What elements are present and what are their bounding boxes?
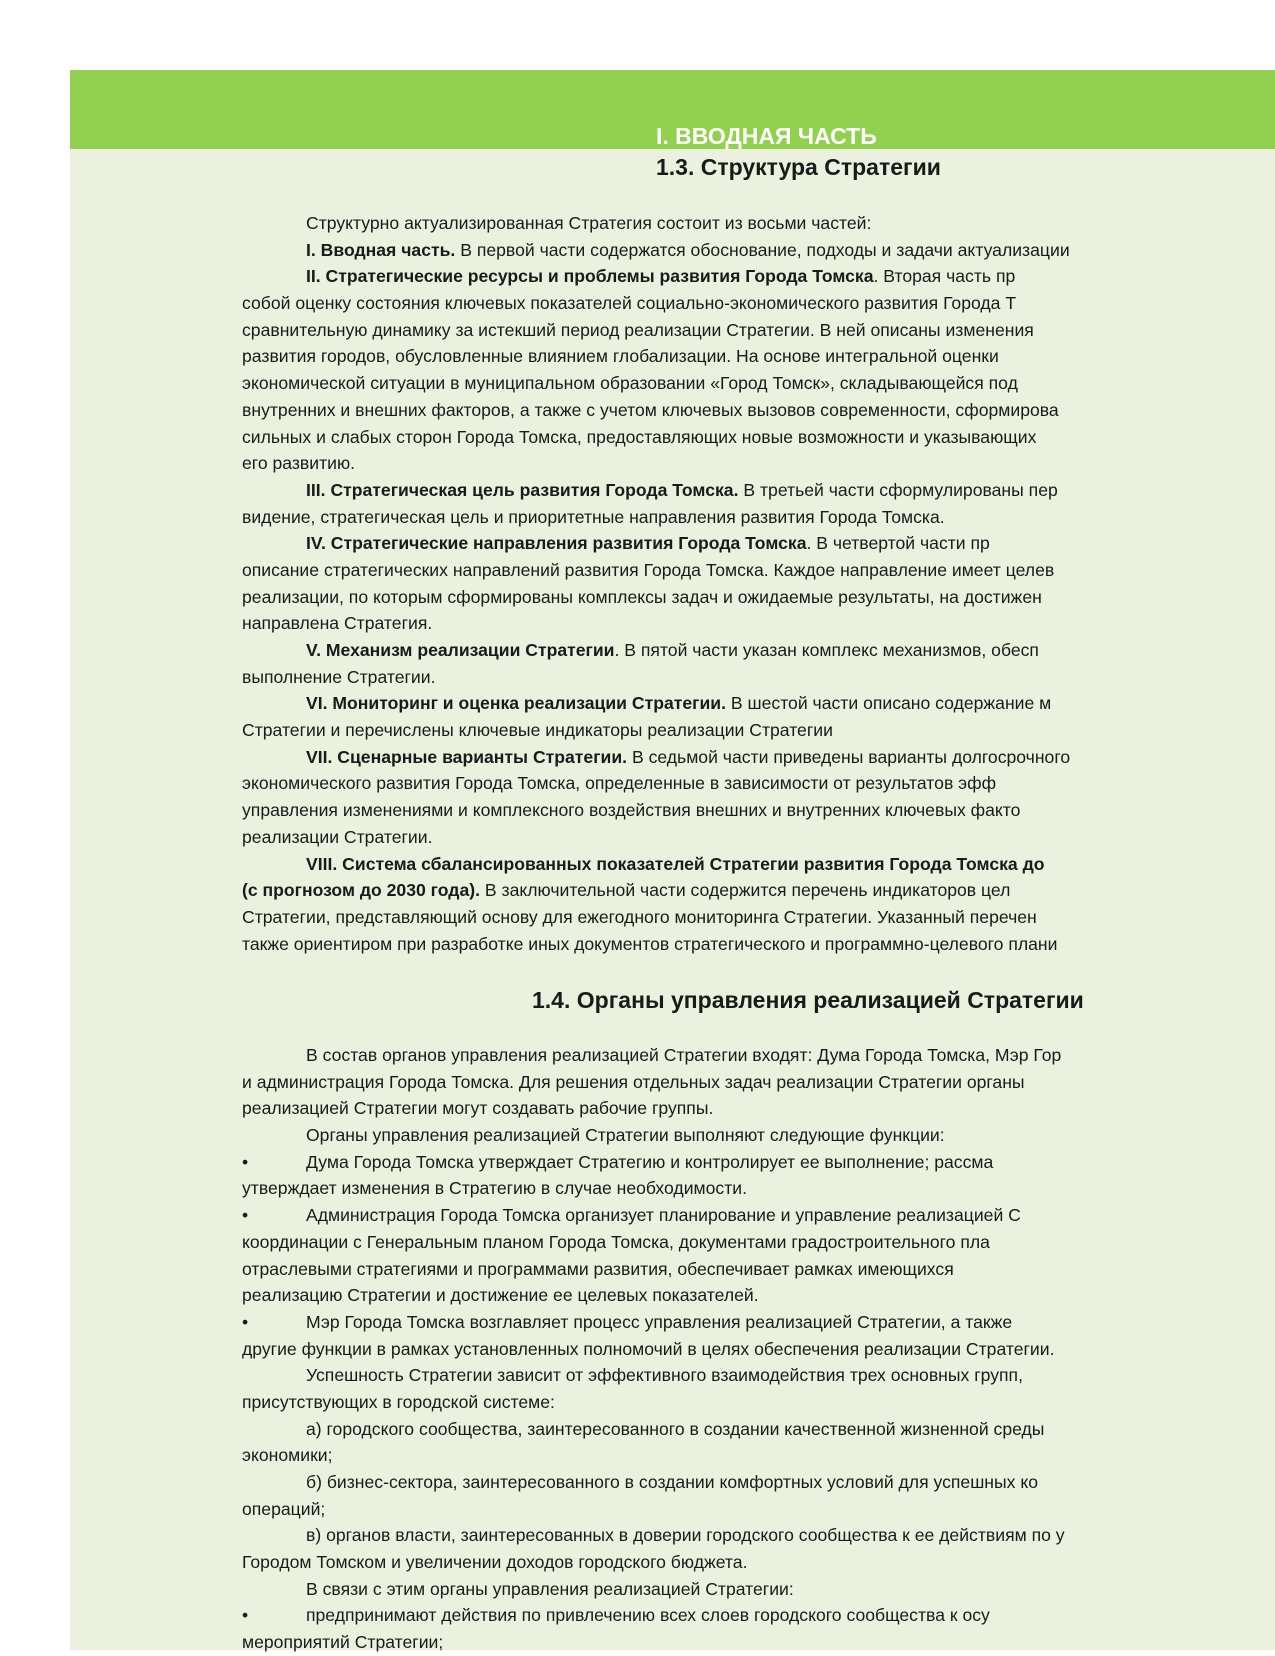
text-line bbox=[242, 770, 1275, 797]
text-line bbox=[242, 290, 1275, 317]
bullet-marker: • bbox=[242, 1205, 249, 1226]
line-text: выполнение Стратегии. bbox=[242, 666, 436, 687]
line-text: а) городского сообщества, заинтересованного в создании качественной жизненной среды bbox=[306, 1418, 1045, 1439]
text-line bbox=[242, 824, 1275, 851]
text-line bbox=[242, 1576, 1275, 1603]
text-line bbox=[242, 1336, 1275, 1363]
line-text: развития городов, обусловленные влиянием глобализации. На основе интегральной оценки bbox=[242, 346, 999, 367]
text-line bbox=[242, 904, 1275, 931]
line-text: сравнительную динамику за истекший период реализации Стратегии. В ней описаны изменения bbox=[242, 319, 1034, 340]
bold-lead-text: VI. Мониторинг и оценка реализации Стратегии. bbox=[306, 693, 726, 714]
line-text: сильных и слабых сторон Города Томска, предоставляющих новые возможности и указывающих bbox=[242, 426, 1037, 447]
text-line bbox=[242, 717, 1275, 744]
bullet-list-item bbox=[242, 1309, 1275, 1336]
line-text: отраслевыми стратегиями и программами развития, обеспечивает рамках имеющихся bbox=[242, 1258, 954, 1279]
text-line bbox=[242, 877, 1275, 904]
bold-lead-text: I. Вводная часть. bbox=[306, 239, 456, 260]
text-line bbox=[242, 1122, 1275, 1149]
line-text: предпринимают действия по привлечению всех слоев городского сообщества к осу bbox=[306, 1605, 990, 1626]
text-line bbox=[242, 1522, 1275, 1549]
text-line bbox=[242, 1042, 1275, 1069]
line-text: экономики; bbox=[242, 1445, 333, 1466]
text-line bbox=[242, 450, 1275, 477]
text-line bbox=[242, 664, 1275, 691]
line-text: . В пятой части указан комплекс механизмов, обесп bbox=[614, 640, 1039, 660]
line-text: присутствующих в городской системе: bbox=[242, 1391, 555, 1412]
line-text: собой оценку состояния ключевых показателей социально-экономического развития Города Т bbox=[242, 293, 1017, 314]
text-line bbox=[242, 1389, 1275, 1416]
line-text: реализацию Стратегии и достижение ее целевых показателей. bbox=[242, 1285, 759, 1306]
text-line bbox=[242, 931, 1275, 958]
bullet-list-item bbox=[242, 1149, 1275, 1176]
line-text: видение, стратегическая цель и приоритетные направления развития Города Томска. bbox=[242, 506, 945, 527]
bold-lead-text: V. Механизм реализации Стратегии bbox=[306, 640, 615, 660]
text-line bbox=[242, 1469, 1275, 1496]
text-line bbox=[242, 210, 1275, 237]
line-text: б) бизнес-сектора, заинтересованного в создании комфортных условий для успешных ко bbox=[306, 1472, 1039, 1492]
line-text: управления изменениями и комплексного воздействия внешних и внутренних ключевых факто bbox=[242, 800, 1021, 821]
text-line bbox=[242, 1229, 1275, 1256]
line-text: В седьмой части приведены варианты долгосрочного bbox=[627, 746, 1071, 767]
line-text: реализации Стратегии. bbox=[242, 826, 433, 847]
bullet-list-item bbox=[242, 1202, 1275, 1229]
line-text: реализацией Стратегии могут создавать рабочие группы. bbox=[242, 1098, 714, 1119]
line-text: экономического развития Города Томска, определенные в зависимости от результатов эфф bbox=[242, 773, 997, 794]
line-text: В первой части содержатся обоснование, подходы и задачи актуализации bbox=[455, 239, 1070, 260]
bullet-marker: • bbox=[242, 1311, 249, 1332]
text-line bbox=[242, 530, 1275, 557]
line-text: внутренних и внешних факторов, а также с учетом ключевых вызовов современности, сформирова bbox=[242, 399, 1059, 420]
text-line bbox=[242, 637, 1275, 664]
text-line bbox=[242, 397, 1275, 424]
structure-text-block bbox=[242, 210, 1275, 957]
bold-lead-text: VII. Сценарные варианты Стратегии. bbox=[306, 746, 628, 767]
line-text: утверждает изменения в Стратегию в случае необходимости. bbox=[242, 1178, 747, 1199]
text-line bbox=[242, 1416, 1275, 1443]
text-line bbox=[242, 477, 1275, 504]
line-text: Стратегии, представляющий основу для ежегодного мониторинга Стратегии. Указанный перечен bbox=[242, 906, 1037, 927]
line-text: также ориентиром при разработке иных документов стратегического и программно-целевого плани bbox=[242, 933, 1058, 954]
line-text: В состав органов управления реализацией Стратегии входят: Дума Города Томска, Мэр Гор bbox=[306, 1045, 1062, 1065]
line-text: В заключительной части содержится перечень индикаторов цел bbox=[480, 880, 1011, 901]
governance-text-block bbox=[242, 1042, 1275, 1656]
line-text: Структурно актуализированная Стратегия состоит из восьми частей: bbox=[306, 213, 872, 233]
text-line bbox=[242, 1282, 1275, 1309]
line-text: . В четвертой части пр bbox=[806, 533, 990, 554]
text-line bbox=[242, 1629, 1275, 1656]
section-title: I. ВВОДНАЯ ЧАСТЬ bbox=[656, 123, 877, 149]
line-text: . Вторая часть пр bbox=[873, 266, 1016, 287]
text-line bbox=[242, 1496, 1275, 1523]
line-text: Органы управления реализацией Стратегии выполняют следующие функции: bbox=[306, 1125, 945, 1146]
bold-lead-text: VIII. Система сбалансированных показателей Стратегии развития Города Томска до bbox=[306, 853, 1045, 874]
text-line bbox=[242, 504, 1275, 531]
line-text: его развитию. bbox=[242, 453, 356, 474]
text-line bbox=[242, 263, 1275, 290]
bullet-marker: • bbox=[242, 1151, 249, 1172]
text-line bbox=[242, 851, 1275, 878]
line-text: В шестой части описано содержание м bbox=[725, 693, 1052, 714]
text-line bbox=[242, 343, 1275, 370]
text-line bbox=[242, 797, 1275, 824]
line-text: координации с Генеральным планом Города Томска, документами градостроительного пла bbox=[242, 1231, 990, 1252]
line-text: Стратегии и перечислены ключевые индикаторы реализации Стратегии bbox=[242, 720, 833, 741]
line-text: операций; bbox=[242, 1498, 326, 1519]
bold-lead-text: II. Стратегические ресурсы и проблемы развития Города Томска bbox=[306, 266, 874, 287]
text-line bbox=[242, 1256, 1275, 1283]
line-text: другие функции в рамках установленных полномочий в целях обеспечения реализации Стратегии. bbox=[242, 1338, 1055, 1359]
bullet-marker: • bbox=[242, 1605, 249, 1626]
text-line bbox=[242, 237, 1275, 264]
text-line bbox=[242, 557, 1275, 584]
text-line bbox=[242, 1069, 1275, 1096]
line-text: мероприятий Стратегии; bbox=[242, 1632, 444, 1653]
line-text: Городом Томском и увеличении доходов городского бюджета. bbox=[242, 1552, 748, 1573]
bold-lead-text: IV. Стратегические направления развития Города Томска bbox=[306, 533, 807, 554]
line-text: описание стратегических направлений развития Города Томска. Каждое направление имеет целев bbox=[242, 559, 1055, 580]
text-line bbox=[242, 370, 1275, 397]
line-text: реализации, по которым сформированы комплексы задач и ожидаемые результаты, на достижен bbox=[242, 586, 1042, 607]
text-line bbox=[242, 1175, 1275, 1202]
line-text: Администрация Города Томска организует планирование и управление реализацией С bbox=[306, 1205, 1021, 1226]
text-line bbox=[242, 584, 1275, 611]
text-line bbox=[242, 610, 1275, 637]
line-text: Мэр Города Томска возглавляет процесс управления реализацией Стратегии, а также bbox=[306, 1311, 1013, 1332]
bullet-list-item bbox=[242, 1602, 1275, 1629]
heading-1-4: 1.4. Органы управления реализацией Стратегии bbox=[532, 987, 1084, 1013]
line-text: В связи с этим органы управления реализацией Стратегии: bbox=[306, 1578, 794, 1599]
text-line bbox=[242, 317, 1275, 344]
heading-1-3: 1.3. Структура Стратегии bbox=[656, 154, 941, 180]
line-text: и администрация Города Томска. Для решения отдельных задач реализации Стратегии органы bbox=[242, 1071, 1025, 1092]
line-text: направлена Стратегия. bbox=[242, 613, 433, 634]
line-text: Успешность Стратегии зависит от эффективного взаимодействия трех основных групп, bbox=[306, 1365, 1023, 1386]
text-line bbox=[242, 1095, 1275, 1122]
line-text: экономической ситуации в муниципальном образовании «Город Томск», складывающейся под bbox=[242, 373, 1018, 394]
line-text: Дума Города Томска утверждает Стратегию и контролирует ее выполнение; рассма bbox=[306, 1151, 994, 1172]
text-line bbox=[242, 690, 1275, 717]
bold-lead-text: (с прогнозом до 2030 года). bbox=[242, 880, 480, 901]
text-line bbox=[242, 1362, 1275, 1389]
text-line bbox=[242, 1442, 1275, 1469]
line-text: в) органов власти, заинтересованных в доверии городского сообщества к ее действиям по у bbox=[306, 1525, 1065, 1546]
text-line bbox=[242, 744, 1275, 771]
text-line bbox=[242, 424, 1275, 451]
bold-lead-text: III. Стратегическая цель развития Города Томска. bbox=[306, 479, 739, 500]
line-text: В третьей части сформулированы пер bbox=[738, 479, 1058, 500]
text-line bbox=[242, 1549, 1275, 1576]
